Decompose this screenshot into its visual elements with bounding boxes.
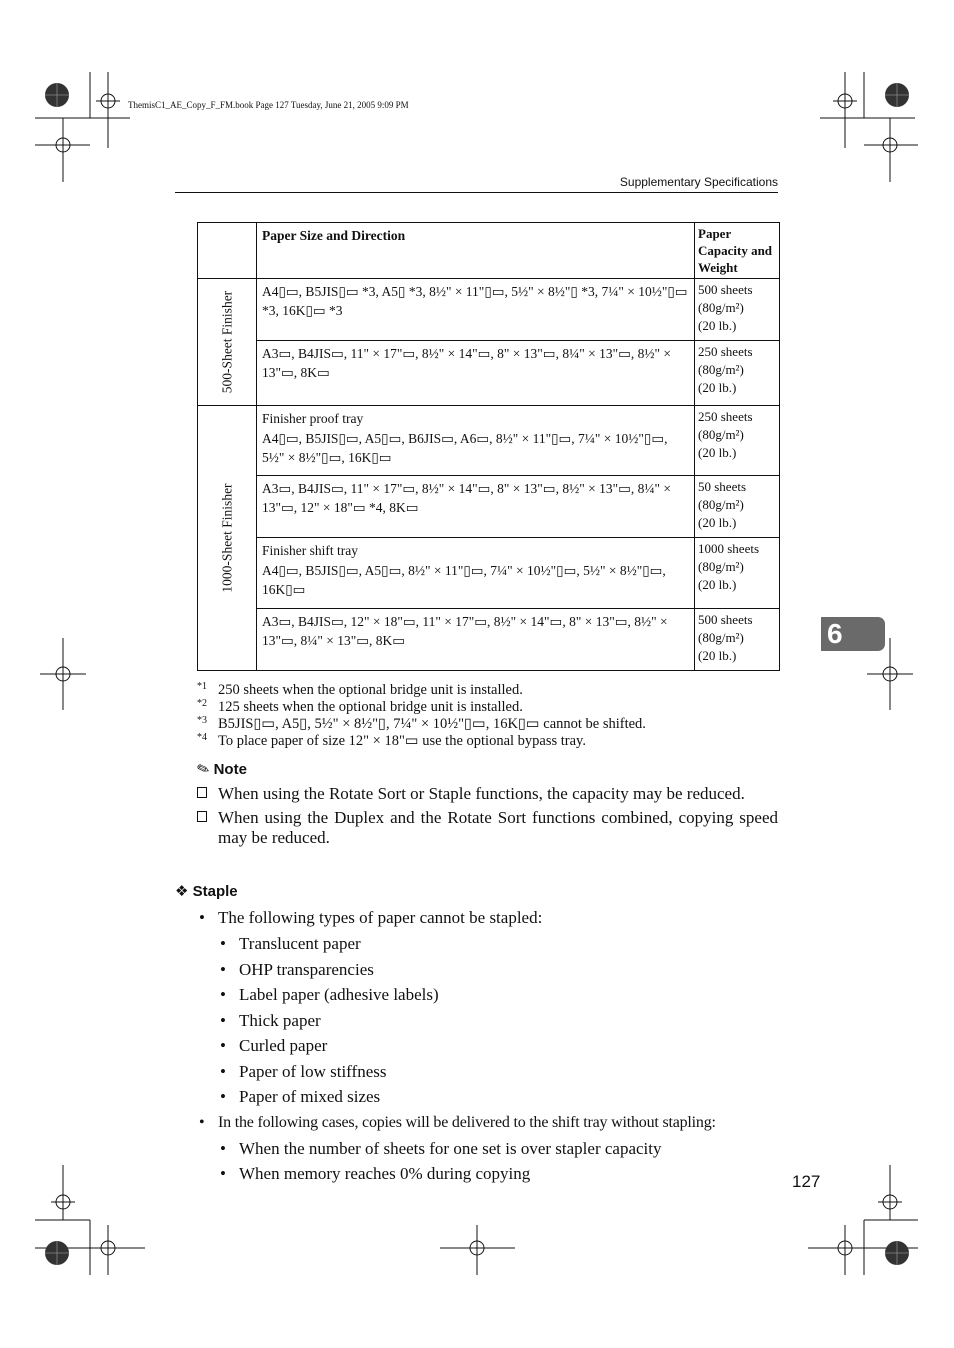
header-size: Paper Size and Direction xyxy=(257,223,695,279)
footnote: *3 B5JIS▯▭, A5▯, 5½" × 8½"▯, 7¼" × 10½"▯▭, 16K▯▭ cannot be shifted. xyxy=(197,715,646,732)
table-header-row xyxy=(198,223,780,279)
note-heading: ✎Note xyxy=(194,759,247,780)
staple-heading: ❖ Staple xyxy=(175,883,238,900)
pencil-icon: ✎ xyxy=(194,759,213,780)
group-label-500: 500-Sheet Finisher xyxy=(219,290,235,394)
table-row xyxy=(198,279,780,341)
page-number: 127 xyxy=(792,1172,821,1191)
sizes-cell: Finisher proof tray A4▯▭, B5JIS▯▭, A5▯▭, B6JIS▭, A6▭, 8½" × 11"▯▭, 7¼" × 10½"▯▭, 5½" × 8½"▯▭, 16K▯▭ xyxy=(257,406,695,476)
list-item: • When memory reaches 0% during copying xyxy=(197,1163,787,1189)
checkbox-bullet-icon xyxy=(197,811,207,822)
staple-list xyxy=(197,907,787,1189)
list-item: • Paper of low stiffness xyxy=(197,1061,787,1087)
checkbox-bullet-icon xyxy=(197,787,207,798)
list-item: • Translucent paper xyxy=(197,933,787,959)
list-item: • Thick paper xyxy=(197,1010,787,1036)
paper-spec-table xyxy=(197,222,780,671)
list-item: • Paper of mixed sizes xyxy=(197,1086,787,1112)
table-row xyxy=(198,538,780,609)
sizes-cell: A3▭, B4JIS▭, 12" × 18"▭, 11" × 17"▭, 8½" × 14"▭, 8" × 13"▭, 8½" × 13"▭, 8¼" × 13"▭, 8K▭ xyxy=(257,609,695,671)
group-1000-sheet xyxy=(198,406,257,671)
list-item: • When the number of sheets for one set is over stapler capacity xyxy=(197,1138,787,1164)
capacity-cell: 500 sheets (80g/m²) (20 lb.) xyxy=(695,609,780,671)
capacity-cell: 250 sheets (80g/m²) (20 lb.) xyxy=(695,341,780,406)
capacity-cell: 50 sheets (80g/m²) (20 lb.) xyxy=(695,476,780,538)
header-rule xyxy=(175,192,778,193)
list-item: • Curled paper xyxy=(197,1035,787,1061)
tray-label: Finisher shift tray xyxy=(262,543,358,558)
group-500-sheet xyxy=(198,279,257,406)
footnote: *2 125 sheets when the optional bridge unit is installed. xyxy=(197,698,523,715)
capacity-cell: 500 sheets (80g/m²) (20 lb.) xyxy=(695,279,780,341)
capacity-cell: 250 sheets (80g/m²) (20 lb.) xyxy=(695,406,780,476)
footnote: *4 To place paper of size 12" × 18"▭ use the optional bypass tray. xyxy=(197,732,586,749)
table-row xyxy=(198,609,780,671)
list-item: • Label paper (adhesive labels) xyxy=(197,984,787,1010)
list-item: • In the following cases, copies will be delivered to the shift tray without stapling: xyxy=(197,1112,787,1138)
table-row xyxy=(198,341,780,406)
table-row xyxy=(198,406,780,476)
header-capacity: Paper Capacity and Weight xyxy=(695,223,780,279)
note-item: When using the Duplex and the Rotate Sort functions combined, copying speed may be reduced. xyxy=(197,808,778,848)
chapter-tab: 6 xyxy=(821,617,885,651)
group-label-1000: 1000-Sheet Finisher xyxy=(219,483,235,593)
running-head: Supplementary Specifications xyxy=(619,175,778,189)
sizes-cell: A3▭, B4JIS▭, 11" × 17"▭, 8½" × 14"▭, 8" × 13"▭, 8¼" × 13"▭, 8½" × 13"▭, 8K▭ xyxy=(257,341,695,406)
list-item: • OHP transparencies xyxy=(197,959,787,985)
table-row xyxy=(198,476,780,538)
sizes-cell: Finisher shift tray A4▯▭, B5JIS▯▭, A5▯▭, 8½" × 11"▯▭, 7¼" × 10½"▯▭, 5½" × 8½"▯▭, 16K▯▭ xyxy=(257,538,695,609)
capacity-cell: 1000 sheets (80g/m²) (20 lb.) xyxy=(695,538,780,609)
tray-label: Finisher proof tray xyxy=(262,411,364,426)
sizes-cell: A4▯▭, B5JIS▯▭ *3, A5▯ *3, 8½" × 11"▯▭, 5½" × 8½"▯ *3, 7¼" × 10½"▯▭ *3, 16K▯▭ *3 xyxy=(257,279,695,341)
note-list xyxy=(197,784,778,852)
book-info: ThemisC1_AE_Copy_F_FM.book Page 127 Tuesday, June 21, 2005 9:09 PM xyxy=(128,100,409,110)
footnote: *1 250 sheets when the optional bridge unit is installed. xyxy=(197,681,523,698)
note-item: When using the Rotate Sort or Staple functions, the capacity may be reduced. xyxy=(197,784,778,804)
footnotes xyxy=(197,682,787,750)
list-item: • The following types of paper cannot be stapled: xyxy=(197,907,787,933)
table-corner-cell xyxy=(198,223,257,279)
sizes-cell: A3▭, B4JIS▭, 11" × 17"▭, 8½" × 14"▭, 8" × 13"▭, 8½" × 13"▭, 8¼" × 13"▭, 12" × 18"▭ *4, 8K▭ xyxy=(257,476,695,538)
